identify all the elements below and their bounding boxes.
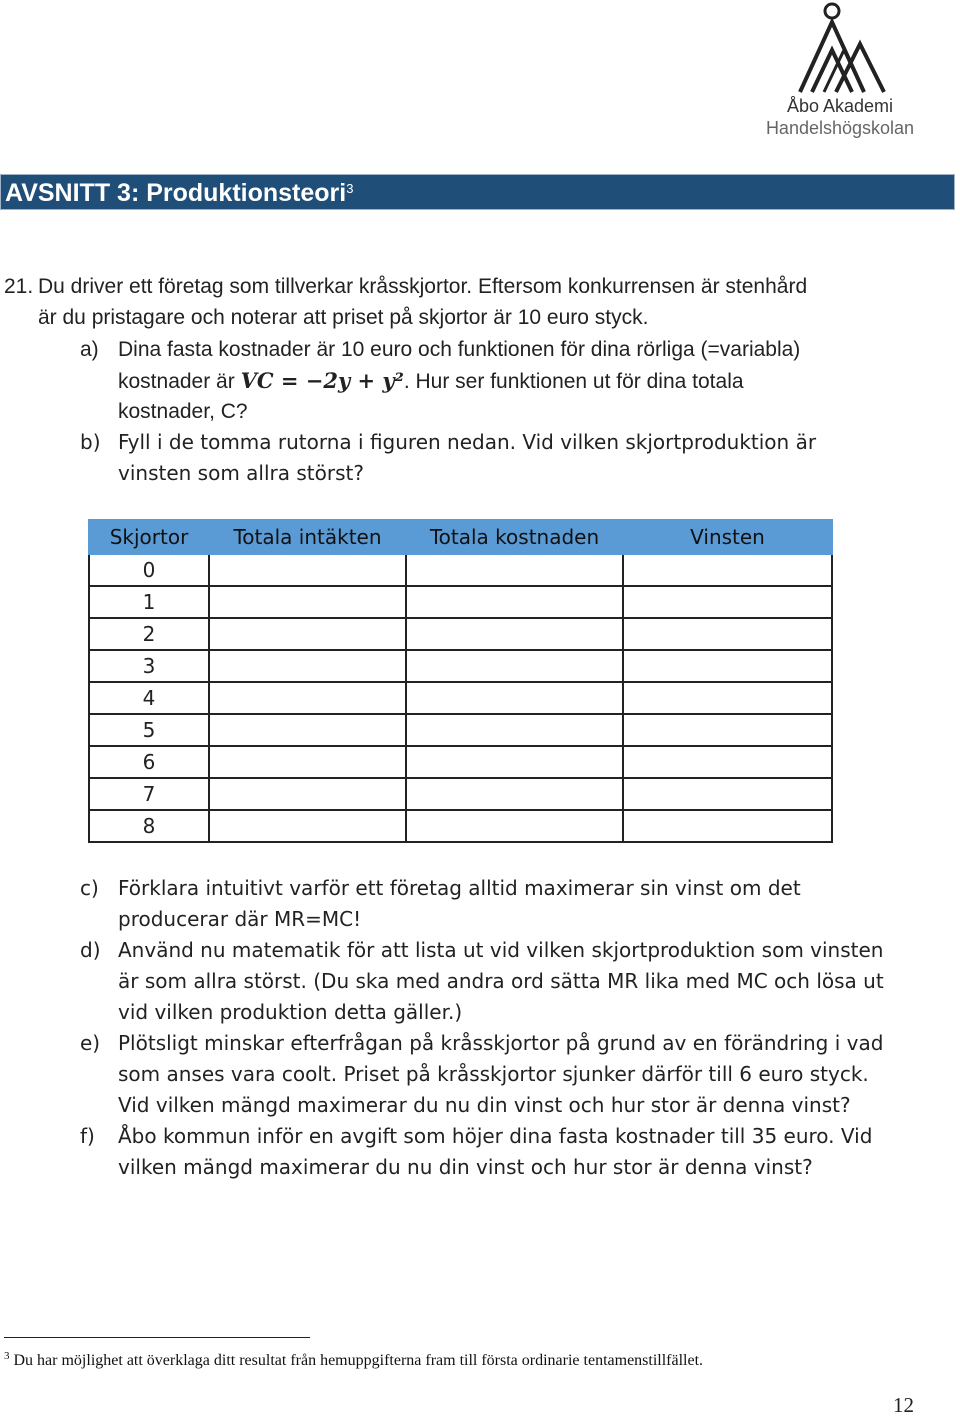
table-row <box>89 586 832 618</box>
part-e-line-3: Vid vilken mängd maximerar du nu din vinst och hur stor är denna vinst? <box>118 1093 851 1117</box>
empty-cell[interactable] <box>623 618 832 650</box>
empty-cell[interactable] <box>623 682 832 714</box>
empty-cell[interactable] <box>209 586 406 618</box>
logo-school: Handelshögskolan <box>765 118 915 138</box>
table-row <box>89 746 832 778</box>
part-d-line-1: Använd nu matematik för att lista ut vid vilken skjortproduktion som vinsten <box>118 938 884 962</box>
part-c-line-1: Förklara intuitivt varför ett företag alltid maximerar sin vinst om det <box>118 876 801 900</box>
header-vinsten: Vinsten <box>623 520 832 554</box>
empty-cell[interactable] <box>623 650 832 682</box>
empty-cell[interactable] <box>406 618 623 650</box>
empty-cell[interactable] <box>623 746 832 778</box>
part-d-label: d) <box>80 938 101 962</box>
empty-cell[interactable] <box>209 682 406 714</box>
empty-cell[interactable] <box>623 554 832 586</box>
table-row <box>89 714 832 746</box>
abo-akademi-logo <box>760 0 920 145</box>
part-c-line-2: producerar där MR=MC! <box>118 907 362 931</box>
header-skjortor: Skjortor <box>89 520 209 554</box>
empty-cell[interactable] <box>406 650 623 682</box>
empty-cell[interactable] <box>623 778 832 810</box>
empty-cell[interactable] <box>209 810 406 842</box>
empty-cell[interactable] <box>209 650 406 682</box>
footnote-number: 3 <box>4 1350 10 1362</box>
empty-cell[interactable] <box>406 746 623 778</box>
part-f-line-1: Åbo kommun inför en avgift som höjer dina fasta kostnader till 35 euro. Vid <box>118 1124 873 1148</box>
part-d-line-2: är som allra störst. (Du ska med andra ord sätta MR lika med MC och lösa ut <box>118 969 884 993</box>
question-intro-2: är du pristagare och noterar att priset på skjortor är 10 euro styck. <box>38 306 649 329</box>
part-a-line-1: Dina fasta kostnader är 10 euro och funktionen för dina rörliga (=variabla) <box>118 338 801 361</box>
table-row <box>89 650 832 682</box>
question-number: 21. <box>4 275 34 298</box>
header-totala-intakten: Totala intäkten <box>209 520 406 554</box>
empty-cell[interactable] <box>209 714 406 746</box>
section-title: AVSNITT 3: Produktionsteori$^3$ <box>5 179 354 207</box>
part-d-line-3: vid vilken produktion detta gäller.) <box>118 1000 463 1024</box>
table-row <box>89 618 832 650</box>
empty-cell[interactable] <box>406 682 623 714</box>
shirt-count: 3 <box>89 650 209 682</box>
shirt-count: 4 <box>89 682 209 714</box>
empty-cell[interactable] <box>406 778 623 810</box>
empty-cell[interactable] <box>623 586 832 618</box>
table-header-row <box>89 520 832 554</box>
part-b-line-2: vinsten som allra störst? <box>118 461 364 485</box>
part-f-line-2: vilken mängd maximerar du nu din vinst och hur stor är denna vinst? <box>118 1155 813 1179</box>
shirt-count: 5 <box>89 714 209 746</box>
shirt-count: 1 <box>89 586 209 618</box>
logo-name: Åbo Akademi <box>786 96 894 116</box>
empty-cell[interactable] <box>209 778 406 810</box>
part-e-line-2: som anses vara coolt. Priset på kråsskjortor sjunker därför till 6 euro styck. <box>118 1062 869 1086</box>
shirt-count: 8 <box>89 810 209 842</box>
empty-cell[interactable] <box>623 714 832 746</box>
empty-cell[interactable] <box>406 810 623 842</box>
empty-cell[interactable] <box>406 554 623 586</box>
empty-cell[interactable] <box>623 810 832 842</box>
cost-formula: VC = −2y + y² <box>240 368 404 393</box>
empty-cell[interactable] <box>209 554 406 586</box>
profit-table <box>88 519 833 843</box>
part-b-line-1: Fyll i de tomma rutorna i figuren nedan. Vid vilken skjortproduktion är <box>118 430 817 454</box>
question-intro-1: Du driver ett företag som tillverkar kråsskjortor. Eftersom konkurrensen är stenhård <box>38 275 808 298</box>
part-a-line-3: kostnader, C? <box>118 400 248 423</box>
part-c-label: c) <box>80 876 99 900</box>
footnote <box>4 1352 703 1370</box>
table-row <box>89 778 832 810</box>
empty-cell[interactable] <box>406 586 623 618</box>
shirt-count: 6 <box>89 746 209 778</box>
footnote-ref: 3 <box>346 181 354 196</box>
part-b-label: b) <box>80 430 101 454</box>
part-e-line-1: Plötsligt minskar efterfrågan på kråsskjortor på grund av en förändring i vad <box>118 1031 884 1055</box>
shirt-count: 0 <box>89 554 209 586</box>
footnote-text: Du har möjlighet att överklaga ditt resultat från hemuppgifterna fram till första ordinarie tentamenstillfället. <box>13 1352 704 1369</box>
table-row <box>89 554 832 586</box>
part-a-label: a) <box>80 338 99 361</box>
section-banner <box>0 174 955 210</box>
part-e-label: e) <box>80 1031 101 1055</box>
table-row <box>89 810 832 842</box>
part-f-label: f) <box>80 1124 95 1148</box>
footnote-divider <box>4 1337 310 1338</box>
empty-cell[interactable] <box>209 618 406 650</box>
header-totala-kostnaden: Totala kostnaden <box>406 520 623 554</box>
table-row <box>89 682 832 714</box>
empty-cell[interactable] <box>406 714 623 746</box>
empty-cell[interactable] <box>209 746 406 778</box>
university-emblem-icon <box>760 0 920 96</box>
shirt-count: 7 <box>89 778 209 810</box>
page-number: 12 <box>893 1393 914 1417</box>
shirt-count: 2 <box>89 618 209 650</box>
part-a-line-2: kostnader är VC = −2y + y². Hur ser funktionen ut för dina totala <box>118 368 744 393</box>
